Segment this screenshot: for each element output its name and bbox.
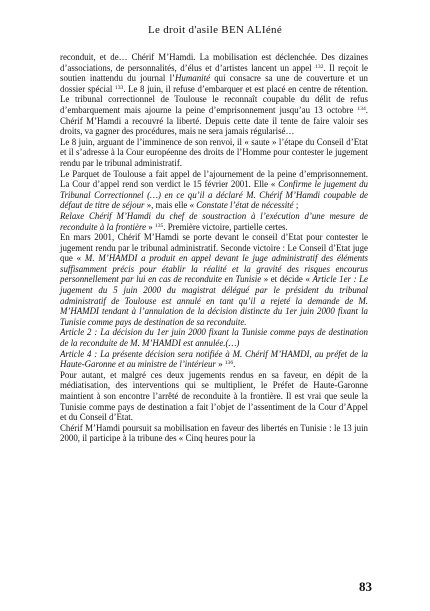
page-number: 83 [359, 579, 372, 594]
paragraph [60, 370, 368, 423]
text-run: . Le 8 juin, il refuse d’embarquer et est placé en centre de rétention. Le tribunal correctionnel de Toulouse le reconnaît coupable du délit de refus d’embarquement mais ajourne la peine d’emprisonnement jusqu’au 13 octobre [60, 83, 368, 115]
text-run: En mars 2001, Chérif M’Hamdi se porte devant le conseil d’Etat pour contester le jugement rendu par le tribunal administratif. Seconde victoire : Le Conseil d’Etat juge que « [60, 232, 368, 264]
text-run: » [146, 221, 155, 232]
footnote-ref: 132 [315, 63, 324, 70]
paragraph [60, 169, 368, 211]
footnote-ref: 135 [154, 222, 164, 229]
italic-text: M. M’HAMDI a produit en appel devant le juge administratif des éléments suffisamment précis pour établir la réalité et la gravité des risques encourus personnellement par lui en cas de reconduite en Tunisie [60, 253, 368, 285]
paragraph [60, 349, 368, 370]
text-run: » et décide « [261, 274, 313, 285]
text-run: . Chérif M’Hamdi a recouvré la liberté. Depuis cette date il tente de faire valoir ses droits, va gagner des procédures, mais ne sera jamais régularisé… [60, 104, 368, 137]
italic-text: Confirme le jugement du Tribunal Correctionnel (…) en ce qu’il a déclaré M. Chérif M’Hamdi coupable de défaut de titre de séjour [60, 179, 368, 211]
italic-text: Article 2 : La décision du 1er juin 2000 fixant la Tunisie comme pays de destination de la reconduite de M. M’HAMDI est annulée.(…) [60, 327, 368, 349]
text-run: reconduit, et de… Chérif M’Hamdi. La mobilisation est déclenchée. Des dizaines d’associations, de personnalités, d’élus et d’artistes lancent un appel [60, 52, 368, 73]
italic-text: Article 4 : La présente décision sera notifiée à M. Chérif M’HAMDI, au préfet de la Haute-Garonne et au ministre de l’intérieur [60, 348, 368, 370]
text-run: ; [293, 200, 299, 211]
text-run: Chérif M’Hamdi poursuit sa mobilisation en faveur des libertés en Tunisie : le 13 juin 2000, il participe à la tribune des « Cinq heures pour la [60, 422, 368, 444]
paragraph [60, 232, 368, 327]
text-run: » [215, 359, 225, 370]
footnote-ref: 133 [114, 84, 124, 91]
italic-text: Article 1er : Le jugement du 5 juin 2000 du magistrat délégué par le président du tribunal administratif de Toulouse est annulé en tant qu’il a rejeté la demande de M. M’HAMDI tendant à l’annulation de la décision distincte du 1er juin 2000 fixant la Tunisie comme pays de destination de sa reconduite. [60, 274, 368, 327]
paragraph [60, 52, 368, 137]
text-run: . Il reçoit le soutien inattendu du journal l’ [60, 62, 368, 84]
italic-text: Relaxe Chérif M’Hamdi du chef de soustraction à l’exécution d’une mesure de reconduite à la frontière [60, 210, 368, 232]
paragraph [60, 423, 368, 444]
italic-text: Humanité [175, 73, 211, 84]
running-header: Le droit d'asile BEN ALIéné [147, 24, 283, 36]
text-run: qui consacre sa une de couverture et un dossier spécial [60, 73, 368, 94]
paragraph [60, 327, 368, 348]
text-run: », mais elle « [144, 200, 197, 211]
footnote-ref: 136 [224, 360, 234, 367]
text-run: Le 8 juin, arguant de l’imminence de son renvoi, il « saute » l’étape du Conseil d’Etat et il s’adresse à la Cour européenne des droits de l’Homme pour contester le jugement rendu par le tribunal administratif. [60, 136, 368, 168]
text-run: . Première victoire, partielle certes. [163, 221, 288, 232]
text-run: . [233, 359, 236, 370]
text-run: Le Parquet de Toulouse a fait appel de l’ajournement de la peine d’emprisonnement. La Cour d’appel rend son verdict le 15 février 2001. Elle « [60, 168, 368, 190]
paragraph [60, 137, 368, 169]
body-text [60, 52, 368, 444]
paragraph [60, 211, 368, 232]
footnote-ref: 134 [357, 105, 366, 112]
italic-text: Constate l’état de nécessité [196, 200, 294, 211]
text-run: Pour autant, et malgré ces deux jugements rendus en sa faveur, en dépit de la médiatisation, des interventions qui se multiplient, le Préfet de Haute-Garonne maintient à son encontre l’arrêté de reconduite à la frontière. Il est vrai que seule la Tunisie comme pays de destination a fait l’objet de l’assentiment de la Cour d’Appel et du Conseil d’Etat. [60, 369, 368, 423]
